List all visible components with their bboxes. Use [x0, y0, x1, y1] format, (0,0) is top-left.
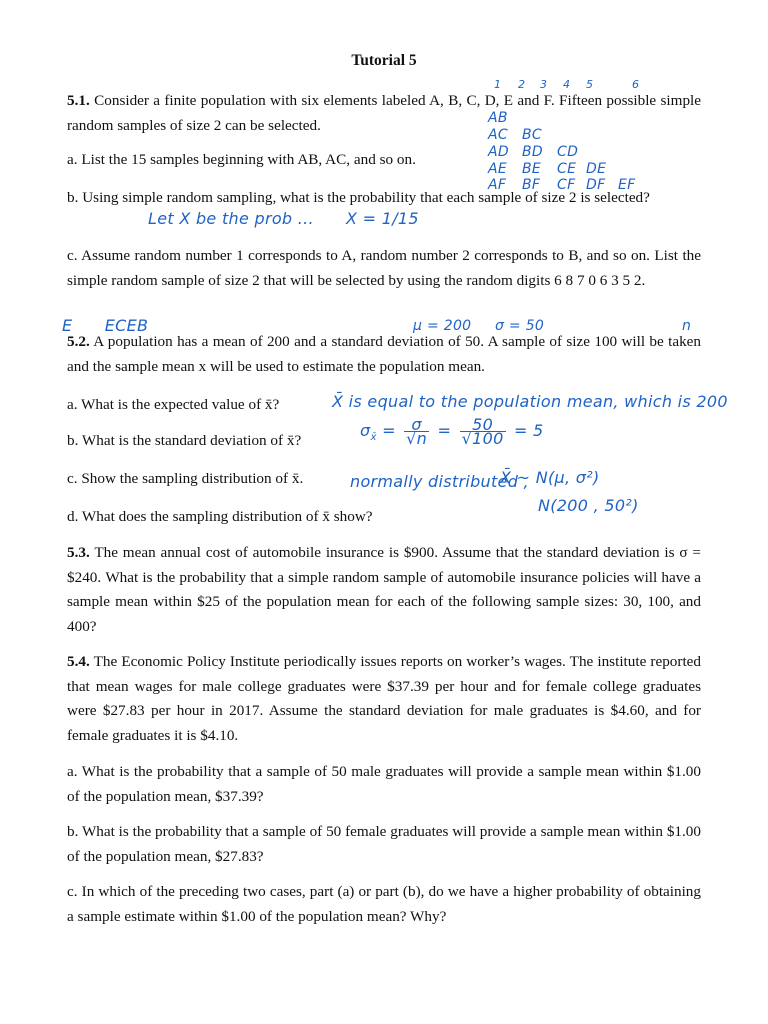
- handwritten-label-num: 4: [563, 78, 571, 91]
- question-number: 5.2.: [67, 333, 90, 350]
- question-5-4-b: b. What is the probability that a sample of 50 female graduates will provide a sample mean within $1.00 of the population mean, $27.83?: [67, 823, 701, 865]
- handwritten-equals: =: [382, 421, 396, 440]
- question-text: Consider a finite population with six elements labeled A, B, C, D, E and F. Fifteen possible simple random samples of size 2 can be selected.: [67, 92, 701, 134]
- handwritten-sample: DF: [586, 177, 606, 193]
- handwritten-sample: DE: [586, 161, 607, 177]
- handwritten-label-num: 3: [540, 78, 548, 91]
- fraction-denominator: √100: [461, 429, 504, 448]
- question-5-2-a: a. What is the expected value of x̄?: [67, 396, 280, 413]
- handwritten-sigma-symbol: σ: [360, 421, 371, 440]
- question-5-2-d: d. What does the sampling distribution of x̄ show?: [67, 508, 373, 525]
- handwritten-selected-sample: E ECEB: [62, 316, 149, 335]
- question-5-2: [67, 330, 701, 379]
- handwritten-sample: AB: [488, 110, 508, 126]
- handwritten-xbar: X̄: [332, 392, 344, 411]
- handwritten-result: = 5: [513, 421, 544, 440]
- question-number: 5.1.: [67, 92, 90, 109]
- handwritten-sample: CE: [557, 161, 577, 177]
- question-5-1: [67, 89, 701, 138]
- handwritten-label-num: 1: [494, 78, 502, 91]
- handwritten-sigma: σ = 50: [495, 318, 545, 334]
- question-5-1-c: c. Assume random number 1 corresponds to A, random number 2 corresponds to B, and so on. List the simple random sample of size 2 that will be selected by using the random digits 6 8 7 0 6 3 5 2.: [67, 247, 701, 289]
- handwritten-fraction: [404, 415, 429, 448]
- fraction-numerator: σ: [404, 418, 429, 432]
- handwritten-label-num: 2: [518, 78, 526, 91]
- handwritten-expected-text: is equal to the population mean, which is 200: [348, 392, 728, 411]
- handwritten-sample: AD: [488, 144, 509, 160]
- handwritten-label-num: 6: [632, 78, 640, 91]
- handwritten-sample: AC: [488, 127, 508, 143]
- page-title: Tutorial 5: [351, 52, 417, 69]
- handwritten-sigma-subscript: x̄: [370, 432, 377, 444]
- handwritten-equals: =: [437, 421, 452, 440]
- fraction-numerator: 50: [460, 418, 506, 432]
- handwritten-label-num: 5: [586, 78, 594, 91]
- handwritten-distribution-values: N(200 , 50²): [538, 496, 639, 515]
- handwritten-fraction: [460, 415, 506, 448]
- handwritten-sample: AF: [488, 177, 507, 193]
- handwritten-sample: CF: [557, 177, 576, 193]
- question-text: The mean annual cost of automobile insurance is $900. Assume that the standard deviation is σ = $240. What is the probability that a simple random sample of automobile insurance policies will have a sample mean within $25 of the population mean for each of the following sample sizes: 30, 100, and 400?: [67, 544, 701, 635]
- question-5-2-c: c. Show the sampling distribution of x̄.: [67, 470, 304, 487]
- question-number: 5.4.: [67, 653, 90, 670]
- handwritten-sample: BE: [522, 161, 542, 177]
- handwritten-n: n: [682, 318, 692, 334]
- handwritten-let-x: Let X be the prob ...: [148, 209, 314, 228]
- handwritten-sample: AE: [488, 161, 508, 177]
- question-text: The Economic Policy Institute periodically issues reports on worker’s wages. The institute reported that mean wages for male college graduates were $37.39 per hour and for female college graduates were $27.83 per hour in 2017. Assume the standard deviation for male graduates is $4.60, and for female graduates it is $4.10.: [67, 653, 702, 744]
- question-number: 5.3.: [67, 544, 90, 561]
- question-5-4: [67, 650, 701, 748]
- handwritten-sample: EF: [618, 177, 636, 193]
- fraction-denominator: √n: [406, 429, 428, 448]
- handwritten-standard-error: [360, 415, 544, 448]
- handwritten-expected-value: [332, 392, 728, 411]
- question-text: A population has a mean of 200 and a standard deviation of 50. A sample of size 100 will be taken and the sample mean x will be used to estimate the population mean.: [67, 333, 702, 375]
- handwritten-mu: μ = 200: [413, 318, 472, 334]
- question-5-3: [67, 541, 701, 639]
- question-5-1-b: b. Using simple random sampling, what is the probability that each sample of size 2 is selected?: [67, 189, 650, 206]
- handwritten-sample: BD: [522, 144, 543, 160]
- question-5-4-c: c. In which of the preceding two cases, part (a) or part (b), do we have a higher probability of obtaining a sample estimate within $1.00 of the population mean? Why?: [67, 883, 701, 925]
- handwritten-distribution: X̄ ~ N(μ, σ²): [500, 468, 600, 487]
- question-5-1-a: a. List the 15 samples beginning with AB, AC, and so on.: [67, 151, 416, 168]
- handwritten-sample: BC: [522, 127, 542, 143]
- handwritten-sample: BF: [522, 177, 541, 193]
- handwritten-sample: CD: [557, 144, 579, 160]
- handwritten-probability: X = 1/15: [346, 209, 419, 228]
- question-5-4-a: a. What is the probability that a sample of 50 male graduates will provide a sample mean within $1.00 of the population mean, $37.39?: [67, 763, 701, 805]
- handwritten-normal-text: normally distributed ,: [350, 472, 529, 491]
- question-5-2-b: b. What is the standard deviation of x̄?: [67, 432, 302, 449]
